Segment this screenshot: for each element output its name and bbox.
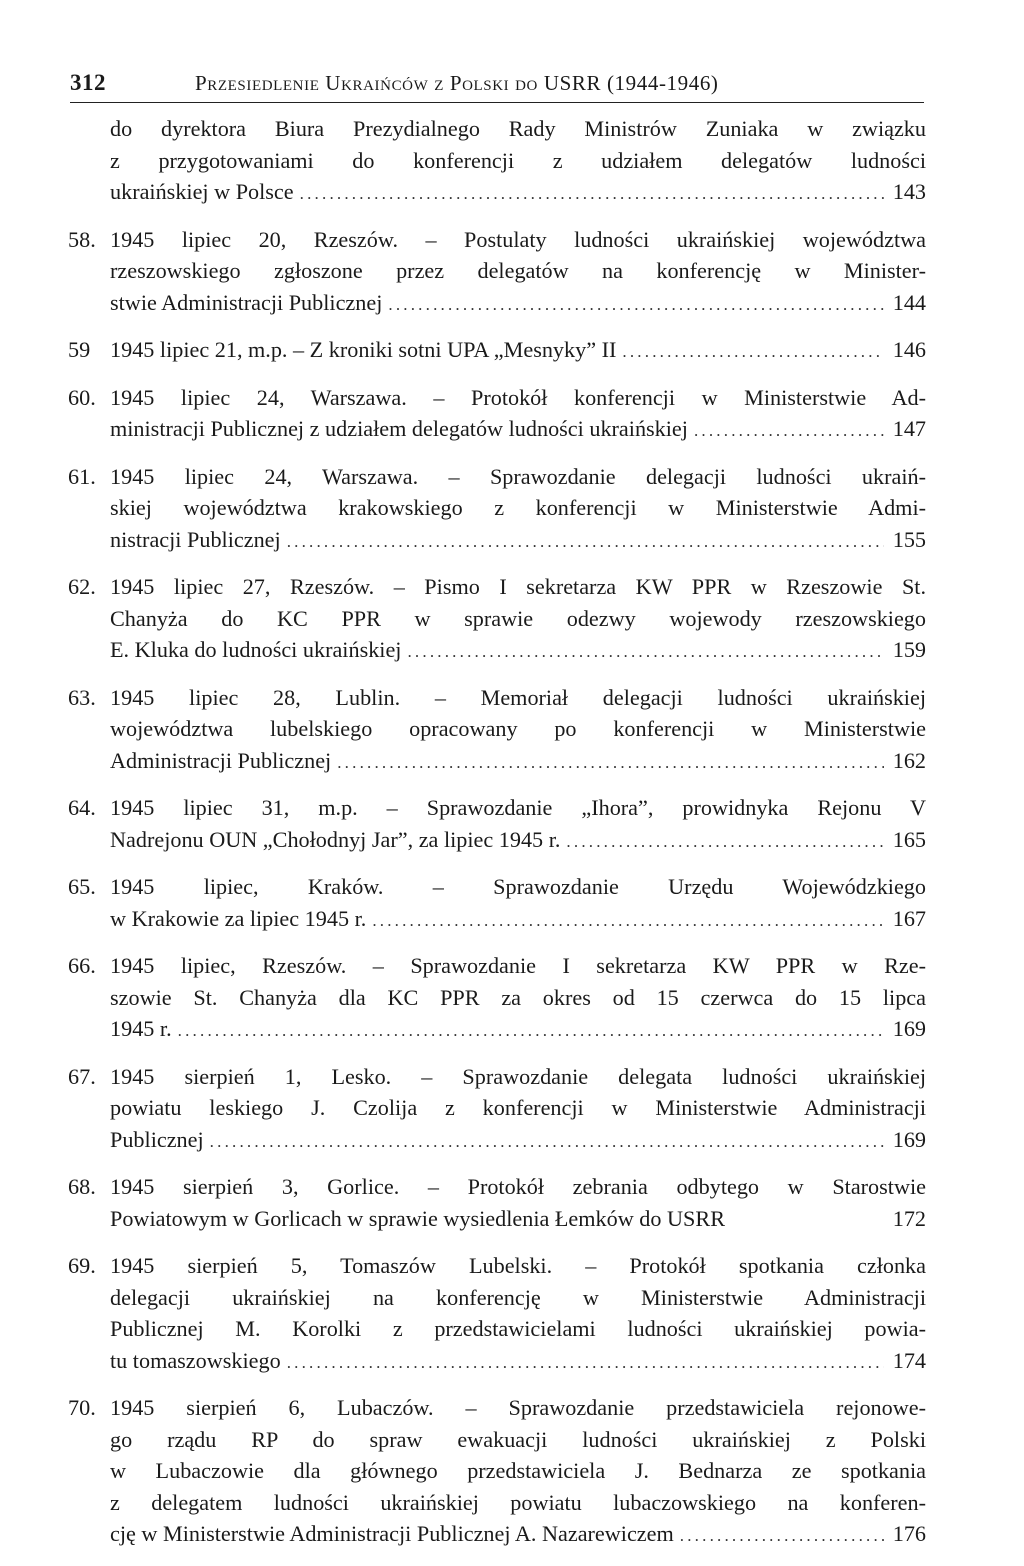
entry-line: Administracji Publicznej xyxy=(110,747,332,773)
entry-text xyxy=(110,950,926,1045)
entry-line: 1945 lipiec, Rzeszów. – Sprawozdanie I sekretarza KW PPR w Rze- xyxy=(110,953,926,978)
page-reference: 147 xyxy=(892,416,926,441)
entry-line: z przygotowaniami do konferencji z udziałem delegatów ludności xyxy=(110,147,926,173)
entry-line: powiatu leskiego J. Czolija z konferencji w Ministerstwie Administracji xyxy=(110,1095,926,1120)
entry-line: skiej województwa krakowskiego z konferencji w Ministerstwie Admi- xyxy=(110,495,926,520)
entry-line: nistracji Publicznej xyxy=(110,526,281,552)
toc-entry xyxy=(68,334,926,366)
dot-leader xyxy=(178,1015,884,1047)
entry-line: Publicznej xyxy=(110,1126,204,1152)
entry-line: ministracji Publicznej z udziałem delegatów ludności ukraińskiej xyxy=(110,416,688,441)
entry-last-line xyxy=(110,1518,926,1550)
dot-leader xyxy=(622,336,884,368)
entry-last-line xyxy=(110,524,926,556)
entry-text xyxy=(110,871,926,934)
running-title: Przesiedlenie Ukraińców z Polski do USRR (1944-1946) xyxy=(195,71,719,95)
entry-line: rzeszowskiego zgłoszone przez delegatów na konferencję w Minister- xyxy=(110,258,926,283)
toc-entry xyxy=(68,224,926,319)
toc-entry xyxy=(68,382,926,445)
toc-entry xyxy=(68,1061,926,1156)
entry-line: 1945 lipiec 27, Rzeszów. – Pismo I sekretarza KW PPR w Rzeszowie St. xyxy=(110,574,926,599)
entry-line: 1945 lipiec 20, Rzeszów. – Postulaty ludności ukraińskiej województwa xyxy=(110,226,926,252)
entry-line: go rządu RP do spraw ewakuacji ludności ukraińskiej z Polski xyxy=(110,1426,926,1452)
entry-text xyxy=(110,792,926,855)
dot-leader xyxy=(694,415,884,447)
page-reference: 146 xyxy=(892,337,926,362)
entry-number: 58. xyxy=(68,226,96,252)
entry-number: 63. xyxy=(68,684,96,710)
entry-line: Publicznej M. Korolki z przedstawicielami ludności ukraińskiej powia- xyxy=(110,1316,926,1341)
toc-entry xyxy=(68,950,926,1045)
entry-text xyxy=(110,682,926,777)
page-number: 312 xyxy=(70,70,106,95)
entry-line: szowie St. Chanyża dla KC PPR za okres od 15 czerwca do 15 lipca xyxy=(110,984,926,1010)
entry-line: stwie Administracji Publicznej xyxy=(110,289,383,315)
entry-last-line xyxy=(110,745,926,777)
page-reference: 169 xyxy=(892,1126,926,1152)
entry-number: 68. xyxy=(68,1174,96,1199)
entry-line: cję w Ministerstwie Administracji Publicznej A. Nazarewiczem xyxy=(110,1521,674,1546)
entry-text xyxy=(110,224,926,319)
page-header xyxy=(70,66,924,103)
page-reference: 162 xyxy=(892,747,926,773)
dot-leader xyxy=(287,1347,884,1379)
dot-leader xyxy=(337,747,884,779)
entry-text xyxy=(110,1061,926,1156)
entry-text xyxy=(110,1392,926,1550)
entry-text xyxy=(110,461,926,556)
entry-number: 60. xyxy=(68,384,96,410)
entry-last-line xyxy=(110,1124,926,1156)
page-reference: 172 xyxy=(892,1205,926,1231)
toc-entry xyxy=(68,682,926,777)
page-reference: 144 xyxy=(892,289,926,315)
entry-line: do dyrektora Biura Prezydialnego Rady Ministrów Zuniaka w związku xyxy=(110,116,926,141)
entry-text xyxy=(110,1250,926,1376)
entry-last-line xyxy=(110,634,926,666)
entry-text xyxy=(110,382,926,445)
entry-last-line xyxy=(110,1345,926,1377)
entry-text xyxy=(110,571,926,666)
page-reference: 169 xyxy=(892,1016,926,1041)
entry-line: z delegatem ludności ukraińskiej powiatu lubaczowskiego na konferen- xyxy=(110,1489,926,1515)
entry-line: 1945 lipiec 21, m.p. – Z kroniki sotni UPA „Mesnyky” II xyxy=(110,337,617,362)
entry-number: 64. xyxy=(68,795,96,820)
entry-number: 70. xyxy=(68,1395,96,1420)
entry-number: 66. xyxy=(68,953,96,978)
toc-entry xyxy=(68,1392,926,1550)
entry-number: 61. xyxy=(68,463,96,489)
entry-line: tu tomaszowskiego xyxy=(110,1347,281,1373)
toc-entry xyxy=(68,571,926,666)
entry-line: 1945 lipiec, Kraków. – Sprawozdanie Urzędu Wojewódzkiego xyxy=(110,874,926,899)
toc-entry xyxy=(68,792,926,855)
page-reference: 174 xyxy=(892,1347,926,1373)
page-reference: 143 xyxy=(892,179,926,204)
entry-line: 1945 lipiec 31, m.p. – Sprawozdanie „Ihora”, prowidnyka Rejonu V xyxy=(110,795,926,820)
dot-leader xyxy=(407,636,884,668)
toc-entry xyxy=(68,1171,926,1234)
entry-line: w Krakowie za lipiec 1945 r. xyxy=(110,905,367,931)
dot-leader xyxy=(372,905,884,937)
entry-last-line xyxy=(110,413,926,445)
entry-last-line xyxy=(110,287,926,319)
dot-leader xyxy=(300,178,884,210)
entry-number: 59 xyxy=(68,337,91,362)
entry-line: 1945 sierpień 5, Tomaszów Lubelski. – Protokół spotkania członka xyxy=(110,1253,926,1278)
entry-line: 1945 sierpień 6, Lubaczów. – Sprawozdanie przedstawiciela rejonowe- xyxy=(110,1395,926,1420)
dot-leader xyxy=(388,289,884,321)
entry-line: Chanyża do KC PPR w sprawie odezwy wojewody rzeszowskiego xyxy=(110,605,926,631)
entry-number: 65. xyxy=(68,874,96,899)
entry-line: województwa lubelskiego opracowany po konferencji w Ministerstwie xyxy=(110,716,926,741)
entry-text xyxy=(110,113,926,208)
entry-line: 1945 r. xyxy=(110,1016,172,1041)
dot-leader xyxy=(566,826,884,858)
entry-line: ukraińskiej w Polsce xyxy=(110,179,294,204)
toc-entry xyxy=(68,461,926,556)
entry-line: Nadrejonu OUN „Chołodnyj Jar”, za lipiec 1945 r. xyxy=(110,826,561,852)
entry-number: 69. xyxy=(68,1253,96,1278)
entry-last-line xyxy=(110,1203,926,1235)
toc-entry xyxy=(68,113,926,208)
entry-text xyxy=(110,334,926,366)
entry-last-line xyxy=(110,824,926,856)
dot-leader xyxy=(287,526,884,558)
dot-leader xyxy=(210,1126,884,1158)
page-reference: 167 xyxy=(892,905,926,931)
entry-line: 1945 lipiec 24, Warszawa. – Sprawozdanie delegacji ludności ukraiń- xyxy=(110,463,926,489)
toc-entry xyxy=(68,1250,926,1376)
entry-line: 1945 sierpień 1, Lesko. – Sprawozdanie delegata ludności ukraińskiej xyxy=(110,1063,926,1089)
entry-text xyxy=(110,1171,926,1234)
entry-last-line xyxy=(110,903,926,935)
entry-line: delegacji ukraińskiej na konferencję w Ministerstwie Administracji xyxy=(110,1284,926,1310)
entry-last-line xyxy=(110,334,926,366)
entry-line: 1945 lipiec 28, Lublin. – Memoriał delegacji ludności ukraińskiej xyxy=(110,684,926,710)
table-of-contents xyxy=(68,113,926,1566)
entry-line: E. Kluka do ludności ukraińskiej xyxy=(110,637,402,662)
entry-last-line xyxy=(110,176,926,208)
entry-line: 1945 sierpień 3, Gorlice. – Protokół zebrania odbytego w Starostwie xyxy=(110,1174,926,1199)
entry-last-line xyxy=(110,1013,926,1045)
entry-line: w Lubaczowie dla głównego przedstawiciela J. Bednarza ze spotkania xyxy=(110,1458,926,1483)
page-reference: 176 xyxy=(892,1521,926,1546)
dot-leader xyxy=(680,1520,884,1552)
entry-line: Powiatowym w Gorlicach w sprawie wysiedlenia Łemków do USRR xyxy=(110,1205,725,1231)
entry-number: 62. xyxy=(68,574,96,599)
page-reference: 155 xyxy=(892,526,926,552)
entry-line: 1945 lipiec 24, Warszawa. – Protokół konferencji w Ministerstwie Ad- xyxy=(110,384,926,410)
page-reference: 159 xyxy=(892,637,926,662)
toc-entry xyxy=(68,871,926,934)
entry-number: 67. xyxy=(68,1063,96,1089)
page-reference: 165 xyxy=(892,826,926,852)
